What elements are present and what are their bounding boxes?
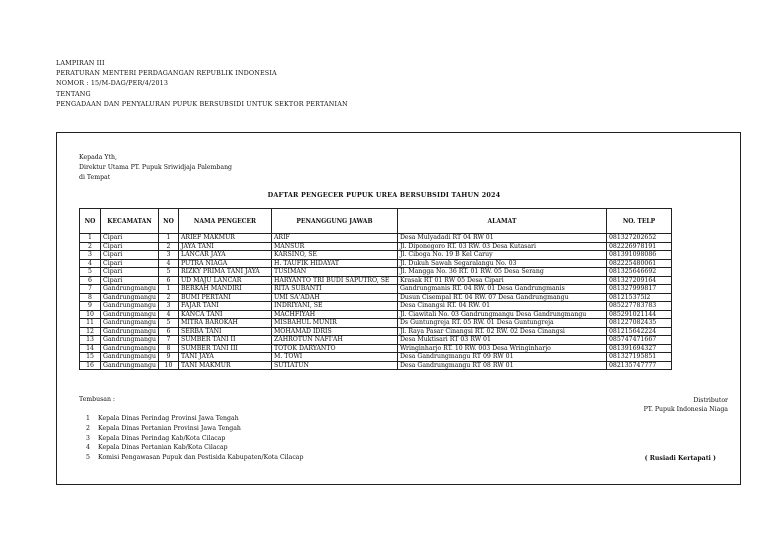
col-header-kecamatan: KECAMATAN xyxy=(101,209,159,234)
cell-nama-pengecer: TANI MAKMUR xyxy=(178,361,271,370)
cell-alamat: Desa Mulyadadi RT 04 RW 01 xyxy=(397,234,606,243)
cell-no2: 3 xyxy=(158,302,178,311)
cell-telp: 081327202652 xyxy=(606,234,671,243)
cell-nama-pengecer: UD MAJU LANCAR xyxy=(178,276,271,285)
cell-alamat: Wringinharjo RT. 10 RW. 003 Desa Wringinharjo xyxy=(397,344,606,353)
cell-no: 8 xyxy=(80,293,101,302)
cell-no2: 4 xyxy=(158,310,178,319)
cell-alamat: Krasak RT 01 RW 05 Desa Cipari xyxy=(397,276,606,285)
cell-telp: 081215375l2 xyxy=(606,293,671,302)
cell-kecamatan: Gandrungmangu xyxy=(101,302,159,311)
cell-alamat: Ds Guntungreja RT. 05 RW. 01 Desa Guntungreja xyxy=(397,319,606,328)
table-row xyxy=(80,285,672,294)
col-header-telp: NO. TELP xyxy=(606,209,671,234)
cell-penanggung-jawab: MANSUR xyxy=(271,242,397,251)
cell-penanggung-jawab: HARYANTO TRI BUDI SAPUTRO, SE xyxy=(271,276,397,285)
retailer-table xyxy=(79,208,672,370)
table-row xyxy=(80,251,672,260)
table-row xyxy=(80,319,672,328)
cell-penanggung-jawab: M. TOWI xyxy=(271,353,397,362)
cell-no2: 5 xyxy=(158,319,178,328)
table-row xyxy=(80,242,672,251)
addressee-line: Kepada Yth, xyxy=(79,154,117,161)
document-header xyxy=(56,58,348,109)
cell-no: 10 xyxy=(80,310,101,319)
list-number: 2 xyxy=(86,424,90,432)
cell-no2: 1 xyxy=(158,234,178,243)
cell-telp: 085227783783 xyxy=(606,302,671,311)
signer-name: ( Rusiadi Kertapati ) xyxy=(644,455,716,462)
cell-alamat: Jl. Dukuh Sawah Segaralangu No. 03 xyxy=(397,259,606,268)
table-row xyxy=(80,310,672,319)
cell-kecamatan: Cipari xyxy=(101,242,159,251)
cell-alamat: Jl. Mangga No. 36 RT. 01 RW. 05 Desa Serang xyxy=(397,268,606,277)
distributor-label: Distributor xyxy=(693,397,728,404)
cell-penanggung-jawab: MISBAHUL MUNIR xyxy=(271,319,397,328)
cell-telp: 081391098086 xyxy=(606,251,671,260)
list-item xyxy=(86,424,303,434)
cell-telp: 081327209164 xyxy=(606,276,671,285)
cell-kecamatan: Gandrungmangu xyxy=(101,310,159,319)
table-row xyxy=(80,302,672,311)
cell-no: 11 xyxy=(80,319,101,328)
list-number: 3 xyxy=(86,434,90,442)
cell-nama-pengecer: MITRA BAROKAH xyxy=(178,319,271,328)
cell-no2: 2 xyxy=(158,293,178,302)
cell-telp: 085747471667 xyxy=(606,336,671,345)
cell-alamat: Desa Muktisari RT 03 RW 01 xyxy=(397,336,606,345)
table-row xyxy=(80,276,672,285)
header-line: NOMOR : 15/M-DAG/PER/4/2013 xyxy=(56,79,169,88)
list-item xyxy=(86,453,303,463)
cell-no: 4 xyxy=(80,259,101,268)
addressee-line: Direktur Utama PT. Pupuk Sriwidjaja Palembang xyxy=(79,163,233,171)
cell-no: 2 xyxy=(80,242,101,251)
cell-telp: 081325646692 xyxy=(606,268,671,277)
list-item xyxy=(86,443,303,453)
cell-no2: 8 xyxy=(158,344,178,353)
cell-kecamatan: Cipari xyxy=(101,276,159,285)
cell-telp: 081391694327 xyxy=(606,344,671,353)
list-number: 5 xyxy=(86,454,90,462)
header-line: LAMPIRAN III xyxy=(56,59,105,67)
cell-alamat: Jl. Ciawitali No. 03 Gandrungmangu Desa Gandrungmangu xyxy=(397,310,606,319)
cell-telp: 081327999817 xyxy=(606,285,671,294)
cell-nama-pengecer: SUMBER TANI II xyxy=(178,336,271,345)
table-row xyxy=(80,361,672,370)
cell-no2: 7 xyxy=(158,336,178,345)
cell-no: 15 xyxy=(80,353,101,362)
cell-nama-pengecer: TANI JAYA xyxy=(178,353,271,362)
cell-no: 12 xyxy=(80,327,101,336)
cell-penanggung-jawab: TOTOK DARYANTO xyxy=(271,344,397,353)
cell-kecamatan: Gandrungmangu xyxy=(101,319,159,328)
cell-nama-pengecer: PUTRA NIAGA xyxy=(178,259,271,268)
addressee-block xyxy=(79,153,232,182)
cell-kecamatan: Gandrungmangu xyxy=(101,285,159,294)
cell-telp: 081227082435 xyxy=(606,319,671,328)
cell-nama-pengecer: SERBA TANI xyxy=(178,327,271,336)
cell-alamat: Jl. Ciboga No. 19 B Kel Caruy xyxy=(397,251,606,260)
table-row xyxy=(80,293,672,302)
cell-no: 3 xyxy=(80,251,101,260)
cell-penanggung-jawab: SUTIATUN xyxy=(271,361,397,370)
tembusan-list xyxy=(86,414,303,463)
cell-penanggung-jawab: INDRIYANI, SE xyxy=(271,302,397,311)
list-number: 1 xyxy=(86,415,90,422)
cell-no2: 6 xyxy=(158,327,178,336)
table-row xyxy=(80,327,672,336)
cell-penanggung-jawab: ZAHROTUN NAFI'AH xyxy=(271,336,397,345)
list-text: Kepala Dinas Pertanian Kab/Kota Cilacap xyxy=(98,444,228,452)
cell-telp: 082226978191 xyxy=(606,242,671,251)
table-row xyxy=(80,336,672,345)
table-row xyxy=(80,353,672,362)
cell-nama-pengecer: FAJAR TANI xyxy=(178,302,271,311)
cell-kecamatan: Gandrungmangu xyxy=(101,353,159,362)
cell-no: 13 xyxy=(80,336,101,345)
col-header-no2: NO xyxy=(158,209,178,234)
cell-kecamatan: Gandrungmangu xyxy=(101,327,159,336)
cell-alamat: Desa Gandrungmangu RT 09 RW 01 xyxy=(397,353,606,362)
cell-nama-pengecer: RIZKY PRIMA TANI JAYA xyxy=(178,268,271,277)
cell-no: 9 xyxy=(80,302,101,311)
cell-kecamatan: Gandrungmangu xyxy=(101,361,159,370)
cell-alamat: Jl. Raya Pasar Cinangsi RT. 02 RW. 02 Desa Cinangsi xyxy=(397,327,606,336)
cell-nama-pengecer: SUMBER TANI III xyxy=(178,344,271,353)
col-header-nama-pengecer: NAMA PENGECER xyxy=(178,209,271,234)
table-row xyxy=(80,344,672,353)
header-line: PENGADAAN DAN PENYALURAN PUPUK BERSUBSIDI UNTUK SEKTOR PERTANIAN xyxy=(56,99,348,108)
cell-telp: 082135747777 xyxy=(606,361,671,370)
header-line: TENTANG xyxy=(56,89,91,98)
cell-telp: 082225480061 xyxy=(606,259,671,268)
list-text: Kepala Dinas Perindag Provinsi Jawa Tengah xyxy=(98,415,239,422)
list-item xyxy=(86,434,303,444)
cell-alamat: Jl. Diponegoro RT. 03 RW. 03 Desa Kutasari xyxy=(397,242,606,251)
cell-no: 7 xyxy=(80,285,101,294)
cell-kecamatan: Gandrungmangu xyxy=(101,336,159,345)
cell-no2: 1 xyxy=(158,285,178,294)
cell-kecamatan: Cipari xyxy=(101,259,159,268)
cell-no: 5 xyxy=(80,268,101,277)
cell-telp: 081327195851 xyxy=(606,353,671,362)
list-text: Komisi Pengawasan Pupuk dan Pestisida Kabupaten/Kota Cilacap xyxy=(98,454,304,462)
cell-no2: 2 xyxy=(158,242,178,251)
cell-no2: 5 xyxy=(158,268,178,277)
cell-nama-pengecer: JAYA TANI xyxy=(178,242,271,251)
cell-alamat: Desa Gandrungmangu RT 08 RW 01 xyxy=(397,361,606,370)
table-header-row xyxy=(80,209,672,234)
cell-no2: 6 xyxy=(158,276,178,285)
cell-no: 1 xyxy=(80,234,101,243)
cell-no: 14 xyxy=(80,344,101,353)
list-number: 4 xyxy=(86,444,90,452)
addressee-line: di Tempat xyxy=(79,173,111,181)
cell-alamat: Gandrungmanis RT. 04 RW. 01 Desa Gandrungmanis xyxy=(397,285,606,294)
cell-no: 6 xyxy=(80,276,101,285)
cell-no2: 10 xyxy=(158,361,178,370)
cell-penanggung-jawab: KARSINO, SE xyxy=(271,251,397,260)
cell-telp: 085291021144 xyxy=(606,310,671,319)
cell-alamat: Desa Cinangsi RT. 04 RW. 01 xyxy=(397,302,606,311)
cell-telp: 081215642224 xyxy=(606,327,671,336)
cell-penanggung-jawab: MOHAMAD IDRIS xyxy=(271,327,397,336)
cell-no: 16 xyxy=(80,361,101,370)
cell-nama-pengecer: BUMI PERTANI xyxy=(178,293,271,302)
cell-nama-pengecer: ARIEF MAKMUR xyxy=(178,234,271,243)
header-line: PERATURAN MENTERI PERDAGANGAN REPUBLIK INDONESIA xyxy=(56,69,277,78)
table-row xyxy=(80,268,672,277)
table-row xyxy=(80,234,672,243)
list-text: Kepala Dinas Pertanian Provinsi Jawa Tengah xyxy=(98,424,241,432)
col-header-no: NO xyxy=(80,209,101,234)
cell-no2: 3 xyxy=(158,251,178,260)
cell-kecamatan: Gandrungmangu xyxy=(101,293,159,302)
cell-penanggung-jawab: TUSIMAN xyxy=(271,268,397,277)
cell-penanggung-jawab: MACHFIYAH xyxy=(271,310,397,319)
cell-kecamatan: Cipari xyxy=(101,251,159,260)
cell-nama-pengecer: BERKAH MANDIRI xyxy=(178,285,271,294)
cell-penanggung-jawab: RITA SUBANTI xyxy=(271,285,397,294)
col-header-alamat: ALAMAT xyxy=(397,209,606,234)
document-title: DAFTAR PENGECER PUPUK UREA BERSUBSIDI TAHUN 2024 xyxy=(267,191,501,199)
cell-alamat: Dusun Cisempal RT. 04 RW. 07 Desa Gandrungmangu xyxy=(397,293,606,302)
table-row xyxy=(80,259,672,268)
cell-no2: 9 xyxy=(158,353,178,362)
cell-penanggung-jawab: UMI SA'ADAH xyxy=(271,293,397,302)
cell-no2: 4 xyxy=(158,259,178,268)
col-header-penanggung-jawab: PENANGGUNG JAWAB xyxy=(271,209,397,234)
cell-nama-pengecer: LANCAR JAYA xyxy=(178,251,271,260)
cell-kecamatan: Cipari xyxy=(101,234,159,243)
cell-penanggung-jawab: ARIF xyxy=(271,234,397,243)
list-text: Kepala Dinas Perindag Kab/Kota Cilacap xyxy=(98,434,226,442)
cell-nama-pengecer: KANCA TANI xyxy=(178,310,271,319)
tembusan-label: Tembusan : xyxy=(79,396,116,403)
distributor-company: PT. Pupuk Indonesia Niaga xyxy=(643,406,728,413)
cell-kecamatan: Cipari xyxy=(101,268,159,277)
list-item xyxy=(86,414,303,424)
cell-kecamatan: Gandrungmangu xyxy=(101,344,159,353)
cell-penanggung-jawab: H. TAUFIK HIDAYAT xyxy=(271,259,397,268)
